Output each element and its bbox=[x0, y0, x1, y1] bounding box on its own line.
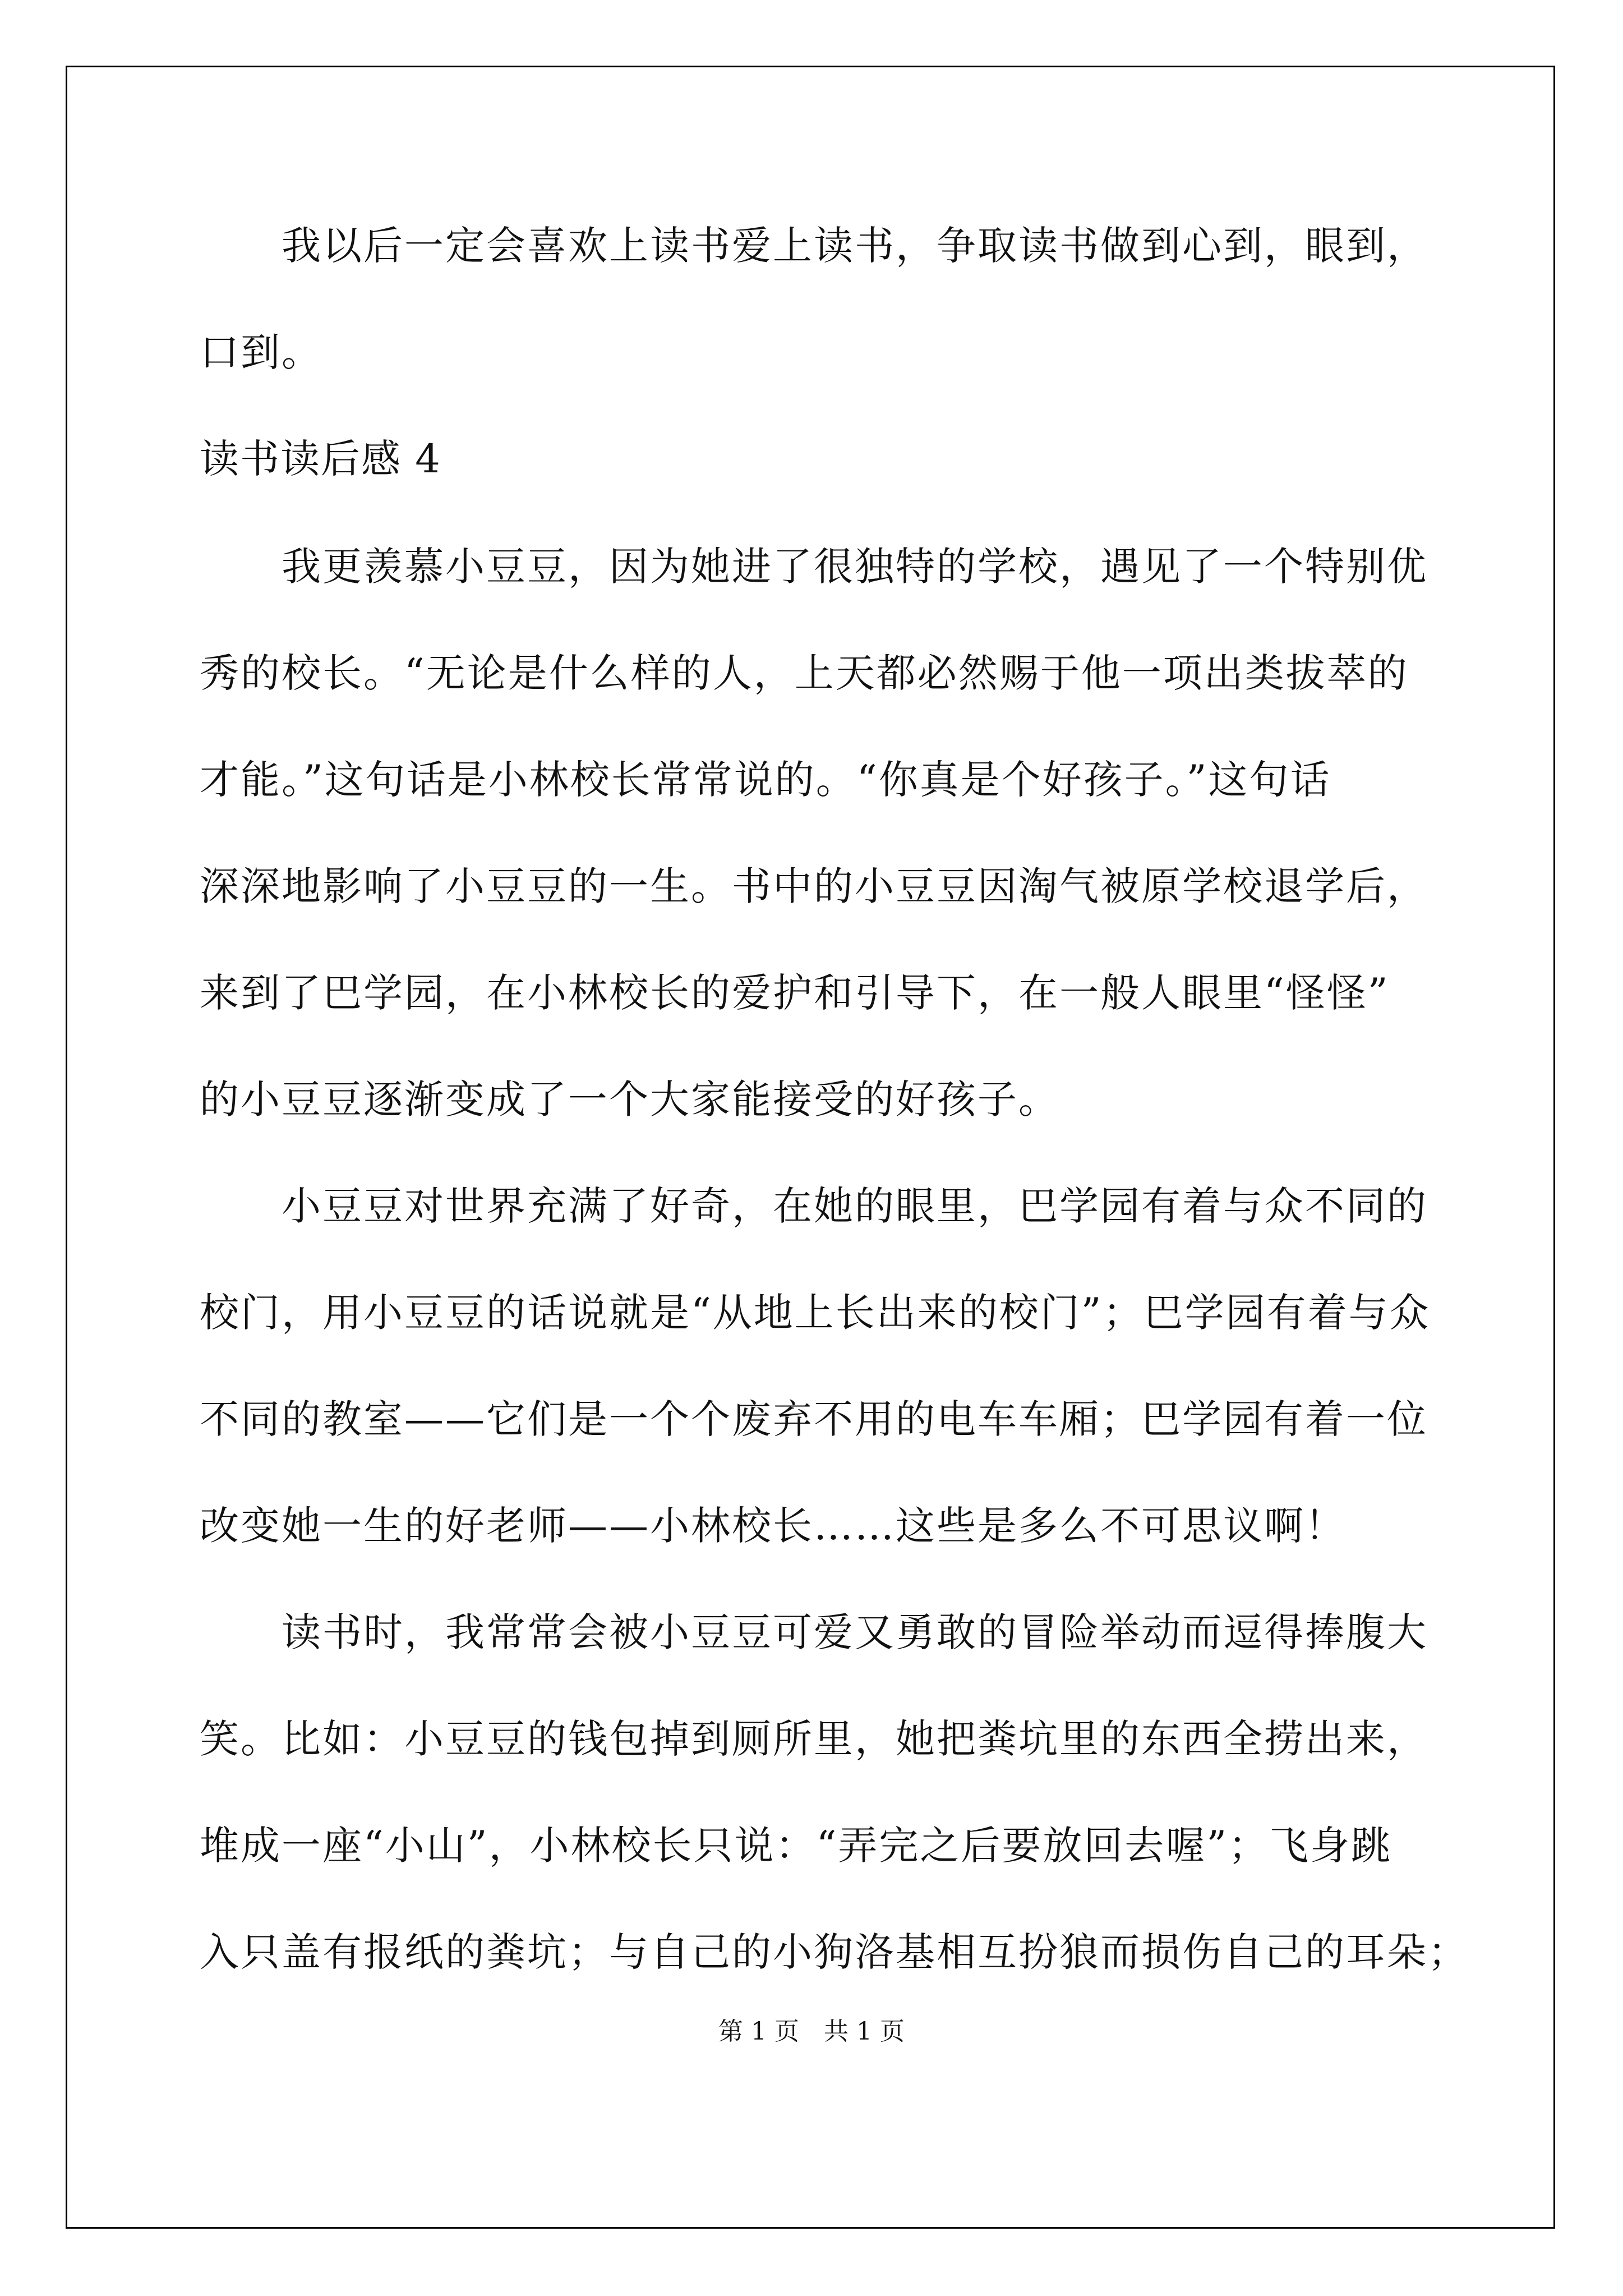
paragraph-line: 的小豆豆逐渐变成了一个大家能接受的好孩子。 bbox=[200, 1076, 1059, 1122]
paragraph-line: 秀的校长。“无论是什么样的人，上天都必然赐于他一项出类拔萃的 bbox=[200, 650, 1409, 696]
paragraph-line: 小豆豆对世界充满了好奇，在她的眼里，巴学园有着与众不同的 bbox=[200, 1183, 1428, 1229]
paragraph-line: 笑。比如：小豆豆的钱包掉到厕所里，她把粪坑里的东西全捞出来， bbox=[200, 1716, 1428, 1762]
paragraph-line: 不同的教室——它们是一个个废弃不用的电车车厢；巴学园有着一位 bbox=[200, 1396, 1428, 1442]
paragraph-line: 改变她一生的好老师——小林校长……这些是多么不可思议啊！ bbox=[200, 1503, 1346, 1549]
paragraph-line: 来到了巴学园，在小林校长的爱护和引导下，在一般人眼里“怪怪” bbox=[200, 970, 1390, 1016]
paragraph-line: 深深地影响了小豆豆的一生。书中的小豆豆因淘气被原学校退学后， bbox=[200, 863, 1428, 909]
paragraph-line: 校门，用小豆豆的话说就是“从地上长出来的校门”；巴学园有着与众 bbox=[200, 1290, 1431, 1336]
section-heading: 读书读后感 4 bbox=[200, 436, 441, 482]
paragraph-line: 堆成一座“小山”，小林校长只说：“弄完之后要放回去喔”；飞身跳 bbox=[200, 1823, 1393, 1869]
page-border bbox=[66, 66, 1555, 2229]
page-number-footer: 第 1 页 共 1 页 bbox=[718, 2017, 905, 2046]
paragraph-line: 我以后一定会喜欢上读书爱上读书，争取读书做到心到，眼到， bbox=[200, 223, 1428, 269]
paragraph-line: 我更羡慕小豆豆，因为她进了很独特的学校，遇见了一个特别优 bbox=[200, 544, 1428, 590]
paragraph-line: 口到。 bbox=[200, 329, 322, 375]
paragraph-line: 读书时，我常常会被小豆豆可爱又勇敢的冒险举动而逗得捧腹大 bbox=[200, 1609, 1428, 1655]
paragraph-line: 才能。”这句话是小林校长常常说的。“你真是个好孩子。”这句话 bbox=[200, 757, 1331, 803]
paragraph-line: 入只盖有报纸的粪坑；与自己的小狗洛基相互扮狼而损伤自己的耳朵； bbox=[200, 1929, 1469, 1975]
